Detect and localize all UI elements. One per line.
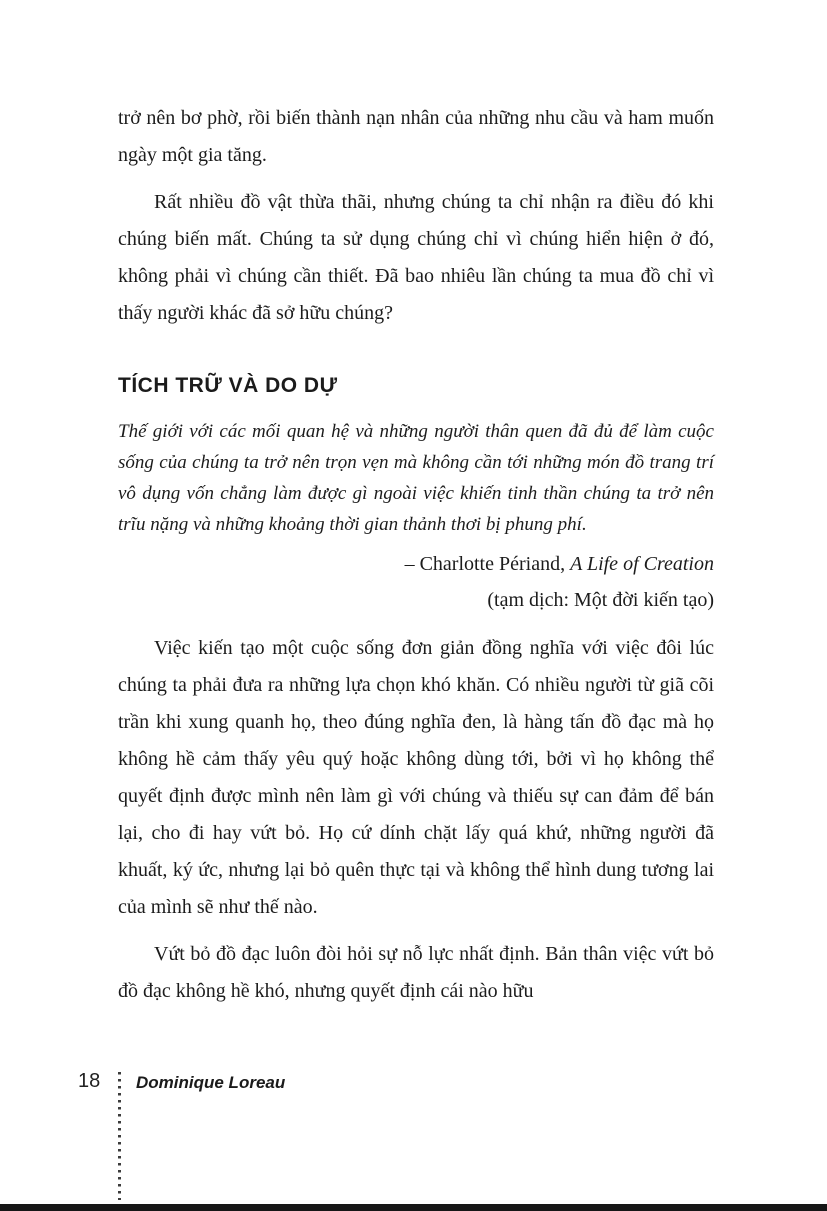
dotted-divider [118, 1072, 121, 1200]
quote-attribution-translation: (tạm dịch: Một đời kiến tạo) [487, 589, 714, 611]
paragraph-3: Việc kiến tạo một cuộc sống đơn giản đồng nghĩa với việc đôi lúc chúng ta phải đưa ra những lựa chọn khó khăn. Có nhiều người từ giã cõi trần khi xung quanh họ, theo đúng nghĩa đen, là hàng tấn đồ đạc mà họ không hề cảm thấy yêu quý hoặc không dùng tới, bởi vì họ không thể quyết định được mình nên làm gì với chúng và thiếu sự can đảm để bán lại, cho đi hay vứt bỏ. Họ cứ dính chặt lấy quá khứ, những người đã khuất, ký ức, nhưng lại bỏ quên thực tại và không thể hình dung tương lai của mình sẽ như thế nào. [118, 637, 714, 918]
quote-text: Thế giới với các mối quan hệ và những người thân quen đã đủ để làm cuộc sống của chúng ta trở nên trọn vẹn mà không cần tới những món đồ trang trí vô dụng vốn chẳng làm được gì ngoài việc khiến tinh thần chúng ta trở nên trĩu nặng và những khoảng thời gian thảnh thơi bị phung phí. [118, 421, 714, 535]
attribution-author: – Charlotte Périand, [404, 553, 571, 575]
attribution-work-title: A Life of Creation [570, 553, 714, 575]
bottom-edge-bar [0, 1204, 827, 1211]
paragraph-continued: trở nên bơ phờ, rồi biến thành nạn nhân của những nhu cầu và ham muốn ngày một gia tăng. [118, 107, 714, 166]
quote-attribution [118, 546, 714, 582]
section-heading: TÍCH TRỮ VÀ DO DỰ [118, 374, 338, 397]
paragraph-4: Vứt bỏ đồ đạc luôn đòi hỏi sự nỗ lực nhất định. Bản thân việc vứt bỏ đồ đạc không hề khó, nhưng quyết định cái nào hữu [118, 943, 714, 1002]
page-number: 18 [78, 1070, 101, 1092]
page-content [118, 100, 714, 1010]
author-name: Dominique Loreau [136, 1073, 286, 1092]
paragraph-2: Rất nhiều đồ vật thừa thãi, nhưng chúng ta chỉ nhận ra điều đó khi chúng biến mất. Chúng ta sử dụng chúng chỉ vì chúng hiển hiện ở đó, không phải vì chúng cần thiết. Đã bao nhiêu lần chúng ta mua đồ chỉ vì thấy người khác đã sở hữu chúng? [118, 191, 714, 324]
